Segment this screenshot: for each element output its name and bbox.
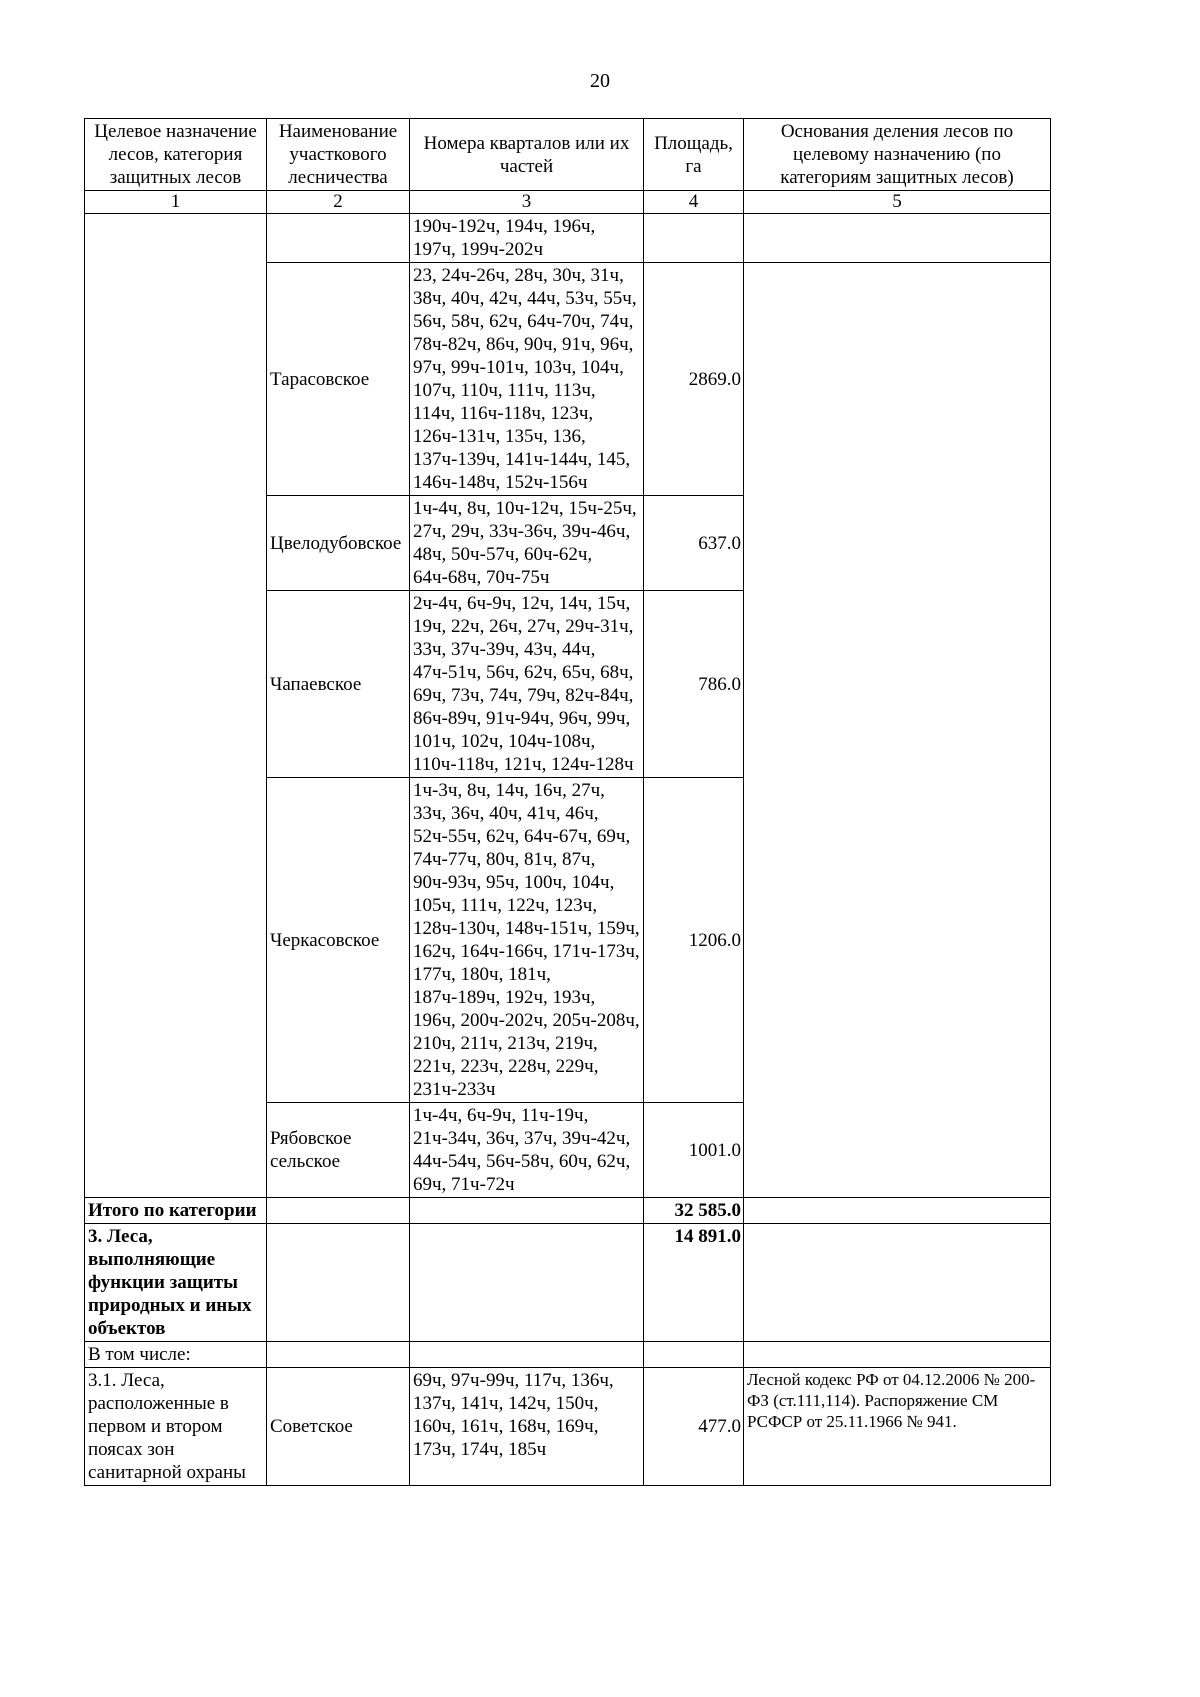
forestry-cell: Цвелодубовское [267, 496, 410, 591]
quarters-cell: 23, 24ч-26ч, 28ч, 30ч, 31ч, 38ч, 40ч, 42ч, 44ч, 53ч, 55ч, 56ч, 58ч, 62ч, 64ч-70ч, 74ч, 78ч-82ч, 86ч, 90ч, 91ч, 96ч, 97ч, 99ч-101ч, 103ч, 104ч, 107ч, 110ч, 111ч, 113ч, 114ч, 116ч-118ч, 123ч, 126ч-131ч, 135ч, 136, 137ч-139ч, 141ч-144ч, 145, 146ч-148ч, 152ч-156ч [410, 263, 644, 496]
quarters-cell [410, 1342, 644, 1368]
forest-purpose-table [84, 118, 1051, 1486]
category-cell: Итого по категории [85, 1198, 267, 1224]
area-cell: 2869.0 [644, 263, 744, 496]
category-row [85, 1224, 1051, 1342]
area-cell: 32 585.0 [644, 1198, 744, 1224]
header-forestry: Наименование участкового лесничества [267, 119, 410, 191]
table-row [85, 1368, 1051, 1486]
forestry-cell: Тарасовское [267, 263, 410, 496]
forestry-cell: Советское [267, 1368, 410, 1486]
header-quarters: Номера кварталов или их частей [410, 119, 644, 191]
quarters-cell: 1ч-3ч, 8ч, 14ч, 16ч, 27ч, 33ч, 36ч, 40ч, 41ч, 46ч, 52ч-55ч, 62ч, 64ч-67ч, 69ч, 74ч-77ч, 80ч, 81ч, 87ч, 90ч-93ч, 95ч, 100ч, 104ч, 105ч, 111ч, 122ч, 123ч, 128ч-130ч, 148ч-151ч, 159ч, 162ч, 164ч-166ч, 171ч-173ч, 177ч, 180ч, 181ч, 187ч-189ч, 192ч, 193ч, 196ч, 200ч-202ч, 205ч-208ч, 210ч, 211ч, 213ч, 219ч, 221ч, 223ч, 228ч, 229ч, 231ч-233ч [410, 778, 644, 1103]
basis-cell [744, 214, 1051, 263]
basis-cell [744, 1224, 1051, 1342]
quarters-cell: 2ч-4ч, 6ч-9ч, 12ч, 14ч, 15ч, 19ч, 22ч, 26ч, 27ч, 29ч-31ч, 33ч, 37ч-39ч, 43ч, 44ч, 47ч-51ч, 56ч, 62ч, 65ч, 68ч, 69ч, 73ч, 74ч, 79ч, 82ч-84ч, 86ч-89ч, 91ч-94ч, 96ч, 99ч, 101ч, 102ч, 104ч-108ч, 110ч-118ч, 121ч, 124ч-128ч [410, 591, 644, 778]
forestry-cell [267, 1342, 410, 1368]
forestry-cell [267, 214, 410, 263]
quarters-cell: 1ч-4ч, 6ч-9ч, 11ч-19ч, 21ч-34ч, 36ч, 37ч, 39ч-42ч, 44ч-54ч, 56ч-58ч, 60ч, 62ч, 69ч, 71ч-72ч [410, 1103, 644, 1198]
area-cell: 1001.0 [644, 1103, 744, 1198]
header-area: Площадь, га [644, 119, 744, 191]
area-cell [644, 1342, 744, 1368]
area-cell [644, 214, 744, 263]
area-cell: 637.0 [644, 496, 744, 591]
area-cell: 14 891.0 [644, 1224, 744, 1342]
table-header-row [85, 119, 1051, 191]
basis-cell [744, 1198, 1051, 1224]
basis-cell [744, 1342, 1051, 1368]
forestry-cell: Рябовское сельское [267, 1103, 410, 1198]
column-number: 2 [267, 191, 410, 214]
basis-cell [744, 263, 1051, 1198]
forestry-cell: Чапаевское [267, 591, 410, 778]
column-number: 3 [410, 191, 644, 214]
category-cell: 3. Леса, выполняющие функции защиты природных и иных объектов [85, 1224, 267, 1342]
table-row [85, 214, 1051, 263]
area-cell: 477.0 [644, 1368, 744, 1486]
category-cell [85, 214, 267, 1198]
header-category: Целевое назначение лесов, категория защитных лесов [85, 119, 267, 191]
forestry-cell [267, 1224, 410, 1342]
table-row [85, 1342, 1051, 1368]
area-cell: 1206.0 [644, 778, 744, 1103]
total-row [85, 1198, 1051, 1224]
area-cell: 786.0 [644, 591, 744, 778]
header-basis: Основания деления лесов по целевому назначению (по категориям защитных лесов) [744, 119, 1051, 191]
column-number-row [85, 191, 1051, 214]
quarters-cell [410, 1224, 644, 1342]
column-number: 4 [644, 191, 744, 214]
forestry-cell [267, 1198, 410, 1224]
basis-cell: Лесной кодекс РФ от 04.12.2006 № 200-ФЗ (ст.111,114). Распоряжение СМ РСФСР от 25.11.1966 № 941. [744, 1368, 1051, 1486]
quarters-cell: 69ч, 97ч-99ч, 117ч, 136ч, 137ч, 141ч, 142ч, 150ч, 160ч, 161ч, 168ч, 169ч, 173ч, 174ч, 185ч [410, 1368, 644, 1486]
quarters-cell: 1ч-4ч, 8ч, 10ч-12ч, 15ч-25ч, 27ч, 29ч, 33ч-36ч, 39ч-46ч, 48ч, 50ч-57ч, 60ч-62ч, 64ч-68ч, 70ч-75ч [410, 496, 644, 591]
forestry-cell: Черкасовское [267, 778, 410, 1103]
column-number: 5 [744, 191, 1051, 214]
page-number: 20 [590, 70, 610, 92]
category-cell: В том числе: [85, 1342, 267, 1368]
category-cell: 3.1. Леса, расположенные в первом и втором поясах зон санитарной охраны [85, 1368, 267, 1486]
quarters-cell [410, 1198, 644, 1224]
quarters-cell: 190ч-192ч, 194ч, 196ч, 197ч, 199ч-202ч [410, 214, 644, 263]
column-number: 1 [85, 191, 267, 214]
